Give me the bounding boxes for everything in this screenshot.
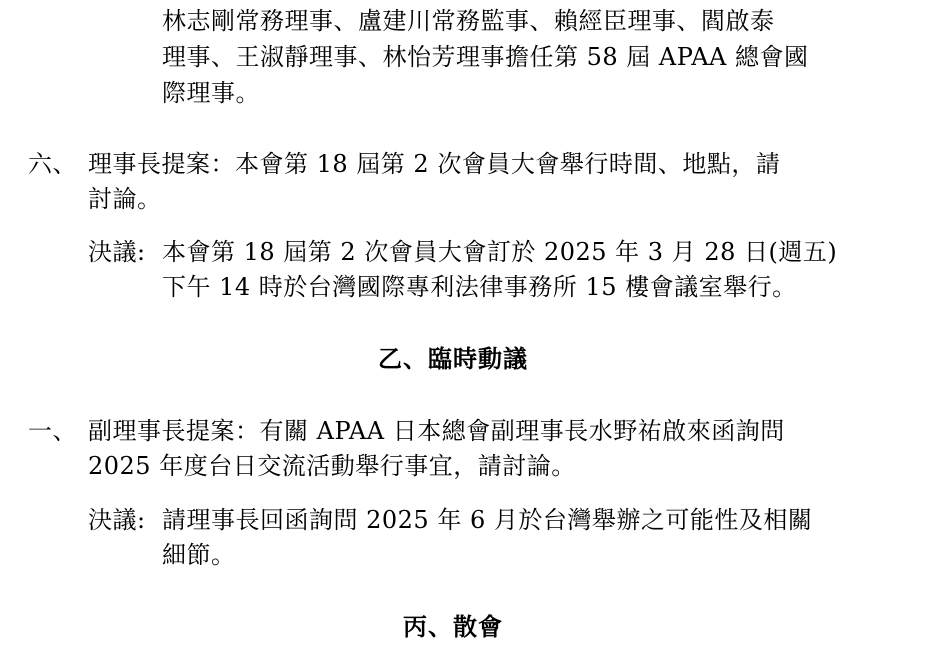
- item-six-resolution-line-1: 本會第 18 屆第 2 次會員大會訂於 2025 年 3 月 28 日(週五): [162, 238, 838, 266]
- section-heading-adjournment: 丙、散會: [403, 612, 503, 641]
- item-six-resolution-line-2: 下午 14 時於台灣國際專利法律事務所 15 樓會議室舉行。: [162, 273, 797, 301]
- item-one-proposal-line-2: 2025 年度台日交流活動舉行事宜，請討論。: [88, 452, 576, 480]
- item-one-resolution-line-1: 請理事長回函詢問 2025 年 6 月於台灣舉辦之可能性及相關: [162, 506, 813, 534]
- top-item-line-3: 際理事。: [162, 79, 260, 107]
- top-item-line-2: 理事、王淑靜理事、林怡芳理事擔任第 58 屆 APAA 總會國: [162, 43, 809, 71]
- item-one-resolution-line-2: 細節。: [162, 541, 236, 569]
- item-six-resolution-label: 決議:: [88, 238, 146, 266]
- item-one-resolution-label: 決議:: [88, 506, 146, 534]
- item-six-proposal-line-1: 理事長提案：本會第 18 屆第 2 次會員大會舉行時間、地點，請: [88, 150, 781, 178]
- section-heading-extempore-motions: 乙、臨時動議: [378, 344, 528, 373]
- item-six-proposal-line-2: 討論。: [88, 185, 162, 213]
- item-six-number: 六、: [28, 150, 77, 178]
- item-one-proposal-line-1: 副理事長提案：有關 APAA 日本總會副理事長水野祐啟來函詢問: [88, 417, 785, 445]
- top-item-line-1: 林志剛常務理事、盧建川常務監事、賴經臣理事、閻啟泰: [162, 7, 775, 35]
- item-one-number: 一、: [28, 417, 77, 445]
